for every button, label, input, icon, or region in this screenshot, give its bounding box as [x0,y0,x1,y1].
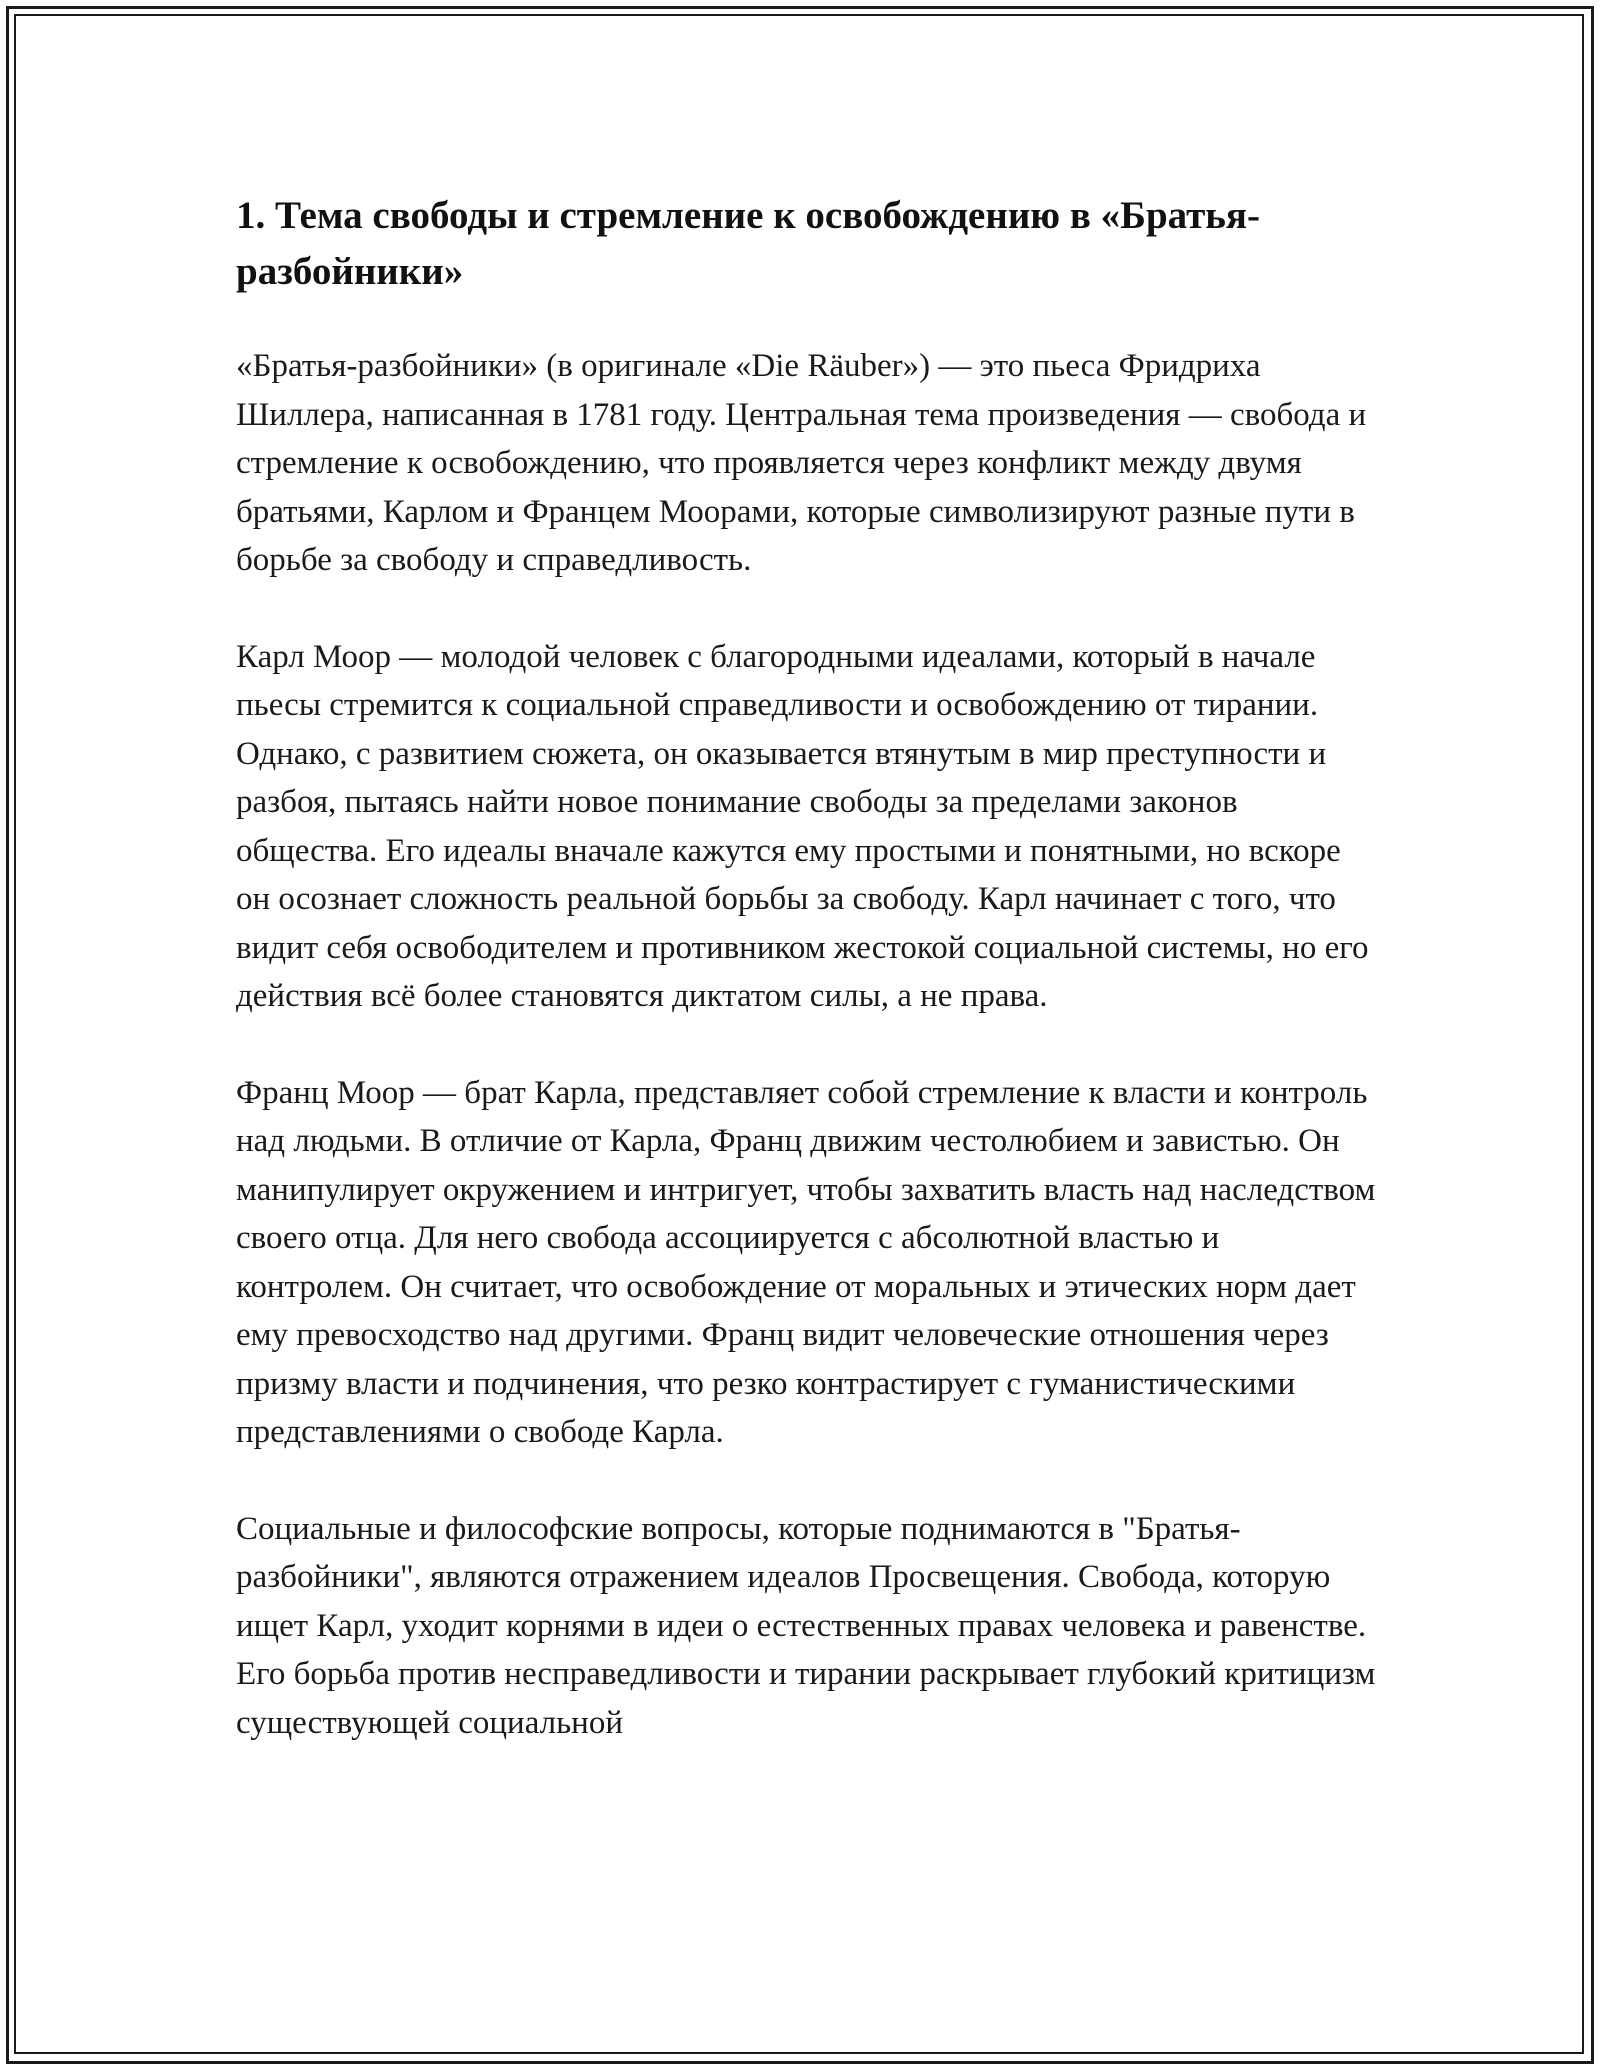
paragraph-intro: «Братья-разбойники» (в оригинале «Die Räuber») — это пьеса Фридриха Шиллера, написанная в 1781 году. Центральная тема произведения — свобода и стремление к освобождению, что проявляется через конфликт между двумя братьями, Карлом и Францем Моорами, которые символизируют разные пути в борьбе за свободу и справедливость. [236,348,1367,578]
section-heading: 1. Тема свободы и стремление к освобождению в «Братья-разбойники» [236,194,1260,293]
document-body [236,188,1376,1795]
paragraph-franz: Франц Моор — брат Карла, представляет собой стремление к власти и контроль над людьми. В отличие от Карла, Франц движим честолюбием и завистью. Он манипулирует окружением и интригует, чтобы захватить власть над наследством своего отца. Для него свобода ассоциируется с абсолютной властью и контролем. Он считает, что освобождение от моральных и этических норм дает ему превосходство над другими. Франц видит человеческие отношения через призму власти и подчинения, что резко контрастирует с гуманистическими представлениями о свободе Карла. [236,1074,1376,1450]
paragraph-enlightenment: Социальные и философские вопросы, которые поднимаются в "Братья-разбойники", являются отражением идеалов Просвещения. Свобода, которую ищет Карл, уходит корнями в идеи о естественных правах человека и равенстве. Его борьба против несправедливости и тирании раскрывает глубокий критицизм существующей социальной [236,1510,1376,1741]
paragraph-karl: Карл Моор — молодой человек с благородными идеалами, который в начале пьесы стремится к социальной справедливости и освобождению от тирании. Однако, с развитием сюжета, он оказывается втянутым в мир преступности и разбоя, пытаясь найти новое понимание свободы за пределами законов общества. Его идеалы вначале кажутся ему простыми и понятными, но вскоре он осознает сложность реальной борьбы за свободу. Карл начинает с того, что видит себя освободителем и противником жестокой социальной системы, но его действия всё более становятся диктатом силы, а не права. [236,638,1369,1014]
